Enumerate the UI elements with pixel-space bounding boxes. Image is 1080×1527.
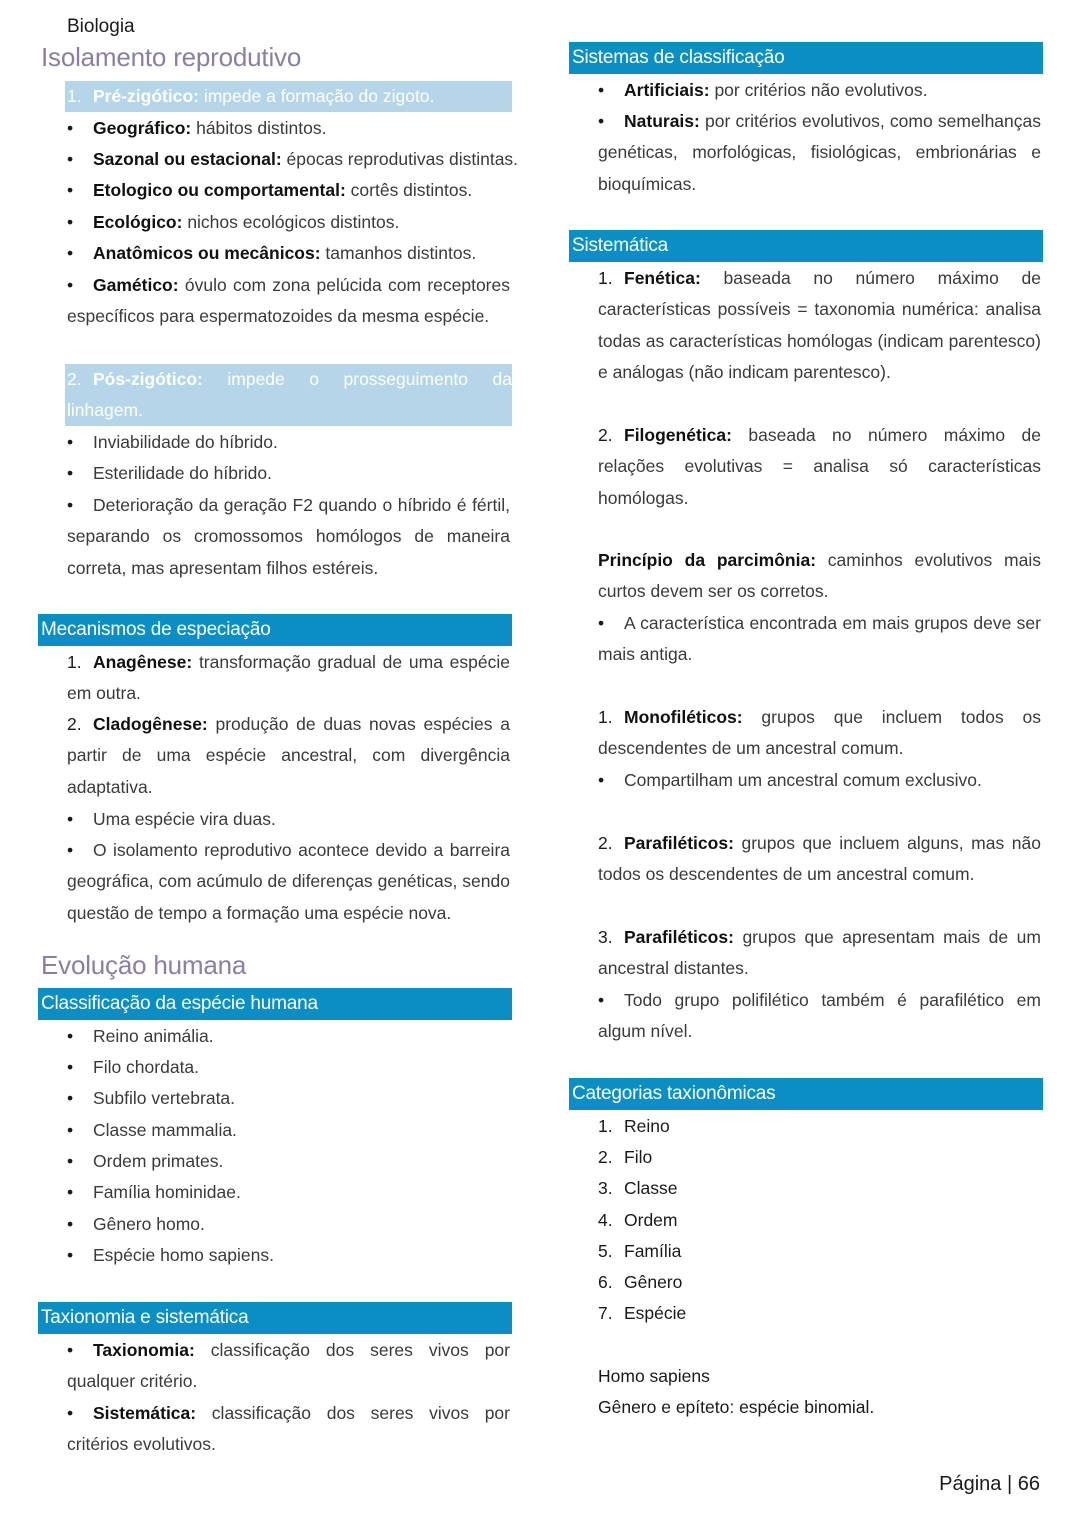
list-item [67, 1177, 510, 1208]
item-text: classificação dos seres vivos por qualquer critério. [67, 1340, 510, 1392]
item-number: 6. [598, 1272, 613, 1292]
homo-sapiens-title: Homo sapiens [598, 1366, 710, 1386]
item-term: Etologico ou comportamental: [93, 180, 346, 200]
item-text: tamanhos distintos. [320, 243, 477, 263]
list-item [67, 835, 510, 929]
item-term: Taxionomia: [93, 1340, 195, 1360]
bullet-icon: • [67, 1403, 74, 1423]
bullet-icon: • [598, 111, 605, 131]
bullet-icon: • [67, 118, 74, 138]
numbered-item-fenetica [598, 263, 1041, 389]
item-number: 3. [598, 927, 613, 947]
list-item [67, 1209, 510, 1240]
pre-zigotico-text: impede a formação do zigoto. [198, 86, 435, 106]
list-item [67, 113, 510, 144]
item-term: Anatômicos ou mecânicos: [93, 243, 321, 263]
category-item [598, 1173, 1041, 1204]
item-text: Reino animália. [93, 1026, 214, 1046]
item-text: classificação dos seres vivos por critérios evolutivos. [67, 1403, 510, 1455]
item-term: Parafiléticos: [624, 833, 734, 853]
item-number: 2. [598, 1147, 613, 1167]
list-item [598, 608, 1041, 671]
pre-zigotico-box [65, 81, 512, 112]
list-item [67, 1146, 510, 1177]
item-number: 1. [598, 1116, 613, 1136]
pre-zigotico-number: 1. [67, 86, 82, 106]
item-text: Compartilham um ancestral comum exclusivo. [624, 770, 982, 790]
section-header-mecanismos: Mecanismos de especiação [38, 614, 512, 646]
bullet-icon: • [67, 1026, 74, 1046]
bullet-icon: • [67, 1120, 74, 1140]
item-text: Família hominidae. [93, 1182, 241, 1202]
bullet-icon: • [598, 770, 605, 790]
item-term: Cladogênese: [93, 714, 208, 734]
item-text: Inviabilidade do híbrido. [93, 432, 278, 452]
bullet-icon: • [598, 613, 605, 633]
category-item [598, 1111, 1041, 1142]
list-item [67, 270, 510, 333]
bullet-icon: • [67, 180, 74, 200]
item-term: Sistemática: [93, 1403, 197, 1423]
item-number: 4. [598, 1210, 613, 1230]
bullet-icon: • [67, 1088, 74, 1108]
item-text: Uma espécie vira duas. [93, 809, 276, 829]
item-text: Ordem primates. [93, 1151, 224, 1171]
item-number: 1. [67, 652, 82, 672]
bullet-icon: • [67, 495, 74, 515]
item-text: transformação gradual de uma espécie em outra. [67, 652, 510, 704]
bullet-icon: • [67, 1151, 74, 1171]
bullet-icon: • [67, 212, 74, 232]
category-item [598, 1205, 1041, 1236]
page-number: Página | 66 [939, 1473, 1040, 1495]
pre-zigotico-term: Pré-zigótico: [93, 86, 199, 106]
pos-zigotico-text: impede o prosseguimento da linhagem. [67, 369, 512, 421]
item-number: 2. [598, 833, 613, 853]
numbered-item [67, 709, 510, 803]
item-term: Ecológico: [93, 212, 183, 232]
section-title-isolamento: Isolamento reprodutivo [41, 42, 302, 72]
item-term: Geográfico: [93, 118, 192, 138]
bullet-icon: • [67, 809, 74, 829]
item-text: cortês distintos. [345, 180, 473, 200]
item-label: Ordem [624, 1210, 678, 1230]
bullet-icon: • [67, 432, 74, 452]
item-term: Parafiléticos: [624, 927, 734, 947]
item-term: Artificiais: [624, 80, 710, 100]
list-item [67, 1083, 510, 1114]
item-term: Gamético: [93, 275, 179, 295]
category-item [598, 1298, 1041, 1329]
item-term: Naturais: [624, 111, 700, 131]
numbered-item-monofileticos [598, 702, 1041, 765]
parcimonia-paragraph [598, 545, 1041, 608]
numbered-item-polifileticos [598, 922, 1041, 985]
item-label: Espécie [624, 1303, 687, 1323]
item-number: 5. [598, 1241, 613, 1261]
item-number: 3. [598, 1178, 613, 1198]
item-term: Princípio da parcimônia: [598, 550, 817, 570]
item-number: 1. [598, 268, 613, 288]
bullet-icon: • [67, 243, 74, 263]
bullet-icon: • [598, 990, 605, 1010]
item-text: grupos que incluem alguns, mas não todos os descendentes de um ancestral comum. [598, 833, 1041, 885]
item-text: grupos que apresentam mais de um ancestral distantes. [598, 927, 1041, 979]
list-item [67, 238, 510, 269]
pos-zigotico-term: Pós-zigótico: [93, 369, 203, 389]
list-item [598, 985, 1041, 1048]
item-term: Sazonal ou estacional: [93, 149, 282, 169]
item-number: 7. [598, 1303, 613, 1323]
list-item [598, 75, 1041, 106]
bullet-icon: • [67, 1245, 74, 1265]
item-term: Filogenética: [624, 425, 732, 445]
item-text: Classe mammalia. [93, 1120, 237, 1140]
item-term: Anagênese: [93, 652, 193, 672]
bullet-icon: • [67, 463, 74, 483]
list-item [67, 1240, 510, 1271]
list-item [67, 804, 510, 835]
homo-sapiens-text: Gênero e epíteto: espécie binomial. [598, 1397, 875, 1417]
category-item [598, 1267, 1041, 1298]
item-label: Classe [624, 1178, 678, 1198]
section-header-sistematica: Sistemática [569, 230, 1043, 262]
item-text: hábitos distintos. [191, 118, 327, 138]
item-text: A característica encontrada em mais grupos deve ser mais antiga. [598, 613, 1041, 665]
list-item [67, 427, 510, 458]
numbered-item-filogenetica [598, 420, 1041, 514]
item-number: 2. [67, 714, 82, 734]
item-text: por critérios não evolutivos. [709, 80, 928, 100]
item-text: baseada no número máximo de relações evolutivas = analisa só características homólogas. [598, 425, 1041, 508]
pos-zigotico-number: 2. [67, 369, 82, 389]
item-text: baseada no número máximo de características possíveis = taxonomia numérica: analisa todas as características homólogas (indicam parentesco) e análogas (não indicam parentesco). [598, 268, 1041, 383]
bullet-icon: • [67, 149, 74, 169]
list-item [67, 175, 510, 206]
list-item [67, 1052, 510, 1083]
item-text: Espécie homo sapiens. [93, 1245, 274, 1265]
bullet-icon: • [598, 80, 605, 100]
list-item [67, 1398, 510, 1461]
item-text: óvulo com zona pelúcida com receptores específicos para espermatozoides da mesma espécie. [67, 275, 510, 327]
section-title-evolucao: Evolução humana [41, 950, 247, 980]
section-header-taxionomia: Taxionomia e sistemática [38, 1302, 512, 1334]
list-item [67, 490, 510, 584]
list-item [598, 106, 1041, 200]
item-label: Reino [624, 1116, 670, 1136]
item-label: Gênero [624, 1272, 683, 1292]
bullet-icon: • [67, 1214, 74, 1234]
section-header-sistemas: Sistemas de classificação [569, 42, 1043, 74]
item-text: O isolamento reprodutivo acontece devido a barreira geográfica, com acúmulo de diferenças genéticas, sendo questão de tempo a formação uma espécie nova. [67, 840, 510, 923]
item-label: Família [624, 1241, 682, 1261]
category-item [598, 1142, 1041, 1173]
item-text: nichos ecológicos distintos. [182, 212, 400, 232]
item-text: Deterioração da geração F2 quando o híbrido é fértil, separando os cromossomos homólogos de maneira correta, mas apresentam filhos estéreis. [67, 495, 510, 578]
bullet-icon: • [67, 1057, 74, 1077]
item-label: Filo [624, 1147, 653, 1167]
bullet-icon: • [67, 1182, 74, 1202]
section-header-categorias: Categorias taxionômicas [569, 1078, 1043, 1110]
section-header-classificacao: Classificação da espécie humana [38, 988, 512, 1020]
list-item [67, 1115, 510, 1146]
item-text: produção de duas novas espécies a partir de uma espécie ancestral, com divergência adaptativa. [67, 714, 510, 797]
numbered-item-parafileticos [598, 828, 1041, 891]
list-item [67, 1021, 510, 1052]
item-term: Monofiléticos: [624, 707, 743, 727]
list-item [67, 1335, 510, 1398]
category-item [598, 1236, 1041, 1267]
item-text: Gênero homo. [93, 1214, 205, 1234]
item-text: por critérios evolutivos, como semelhanças genéticas, morfológicas, fisiológicas, embrionárias e bioquímicas. [598, 111, 1041, 194]
bullet-icon: • [67, 275, 74, 295]
item-text: Subfilo vertebrata. [93, 1088, 236, 1108]
item-text: épocas reprodutivas distintas. [281, 149, 519, 169]
item-text: grupos que incluem todos os descendentes de um ancestral comum. [598, 707, 1041, 759]
list-item [67, 144, 519, 175]
pos-zigotico-box [65, 364, 512, 426]
list-item [67, 207, 510, 238]
item-term: Fenética: [624, 268, 701, 288]
page-subject: Biologia [67, 16, 135, 37]
item-text: Filo chordata. [93, 1057, 200, 1077]
item-text: Todo grupo polifilético também é parafilético em algum nível. [598, 990, 1041, 1042]
list-item [598, 765, 1041, 796]
item-number: 1. [598, 707, 613, 727]
bullet-icon: • [67, 1340, 74, 1360]
item-text: caminhos evolutivos mais curtos devem ser os corretos. [598, 550, 1041, 602]
numbered-item [67, 647, 510, 710]
bullet-icon: • [67, 840, 74, 860]
list-item [67, 458, 510, 489]
item-text: Esterilidade do híbrido. [93, 463, 272, 483]
item-number: 2. [598, 425, 613, 445]
